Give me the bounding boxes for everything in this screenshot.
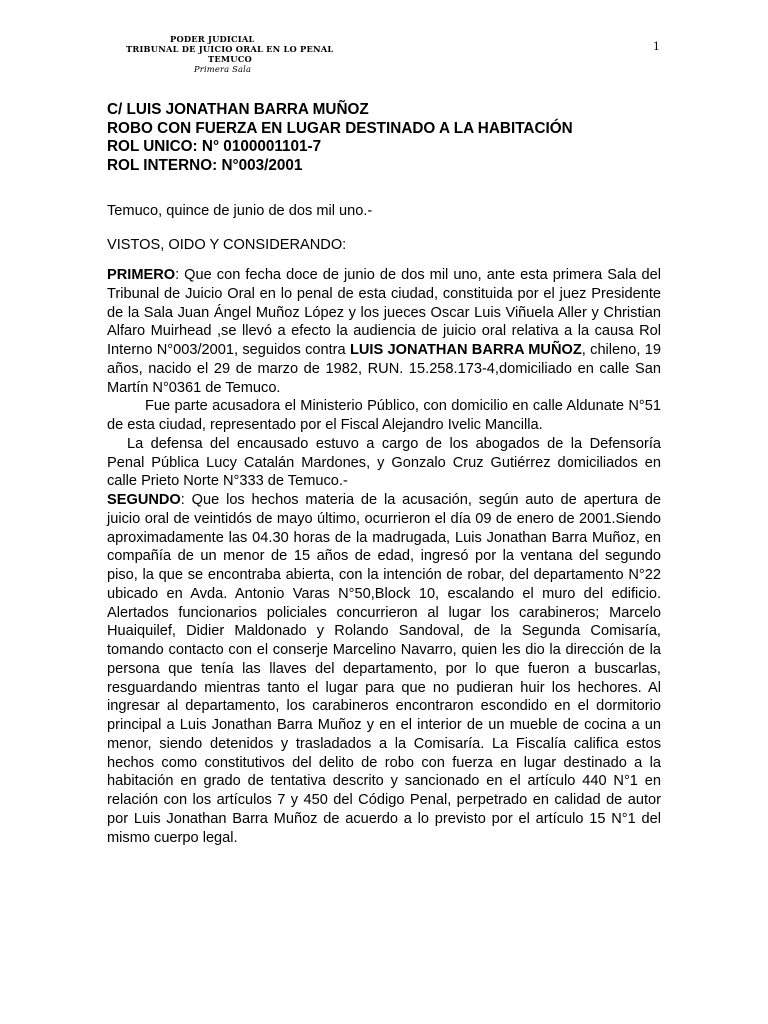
paragraph-primero xyxy=(107,266,661,397)
document-body xyxy=(107,266,661,847)
case-heading xyxy=(107,101,573,175)
letterhead-chamber: Primera Sala xyxy=(194,64,252,74)
case-defendant: C/ LUIS JONATHAN BARRA MUÑOZ xyxy=(107,101,369,118)
paragraph-defensa: La defensa del encausado estuvo a cargo de los abogados de la Defensoría Penal Pública Lucy Catalán Mardones, y Gonzalo Cruz Gutiérrez domiciliados en calle Prieto Norte N°333 de Temuco.- xyxy=(107,435,661,490)
defendant-name: LUIS JONATHAN BARRA MUÑOZ xyxy=(349,342,582,358)
case-rol-interno: ROL INTERNO: N°003/2001 xyxy=(107,156,303,174)
page-number: 1 xyxy=(653,38,660,53)
paragraph-acusadora: Fue parte acusadora el Ministerio Público, con domicilio en calle Aldunate N°51 de esta ciudad, representado por el Fiscal Alejandro Ivelic Mancilla. xyxy=(107,398,661,433)
primero-text-a: : Que con fecha doce de junio de dos mil uno, ante esta primera Sala del Tribunal de Juicio Oral en lo penal de esta ciudad, constituida por el juez Presidente de la Sala Juan Ángel Muñoz López y los jueces Oscar Luis Viñuela Aller y Christian Alfaro Muirhead ,se llevó a efecto la audiencia de juicio oral relativa a la causa Rol Interno N°003/2001, seguidos contra xyxy=(107,267,661,358)
vistos-line: VISTOS, OIDO Y CONSIDERANDO: xyxy=(107,237,347,253)
case-rol-unico: ROL UNICO: N° 0100001101-7 xyxy=(107,138,322,156)
letterhead-institution: PODER JUDICIAL xyxy=(170,34,255,44)
segundo-text: : Que los hechos materia de la acusación, según auto de apertura de juicio oral de veintidós de mayo último, ocurrieron el día 09 de enero de 2001.Siendo aproximadamente las 04.30 horas de la madrugada, Luis Jonathan Barra Muñoz, en compañía de un menor de 15 años de edad, ingresó por la ventana del segundo piso, la que se encontraba abierta, con la intención de robar, del departamento N°22 ubicado en Avda. Antonio Varas N°50,Block 10, escalando el muro del edificio. Alertados funcionarios policiales concurrieron al lugar los carabineros; Marcelo Huaiquilef, Didier Maldonado y Rolando Sandoval, de la Segunda Comisaría, tomando contacto con el conserje Marcelino Navarro, quien les dio la dirección de la persona que tenía las llaves del departamento, por lo que fueron a buscarlas, resguardando mientras tanto el lugar para que no pudieran huir los hechores. Al ingresar al departamento, los carabineros encontraron escondido en el dormitorio principal a Luis Jonathan Barra Muñoz y en el interior de un mueble de cocina a un menor, siendo detenidos y trasladados a la Comisaría. La Fiscalía califica estos hechos como constitutivos del delito de robo con fuerza en lugar destinado a la habitación en grado de tentativa descrito y sancionado en el artículo 440 N°1 en relación con los artículos 7 y 450 del Código Penal, perpetrado en calidad de autor por Luis Jonathan Barra Muñoz de acuerdo a lo previsto por el artículo 15 N°1 del mismo cuerpo legal. xyxy=(107,492,661,846)
letterhead xyxy=(118,34,368,74)
letterhead-tribunal: TRIBUNAL DE JUICIO ORAL EN LO PENAL xyxy=(126,44,334,54)
segundo-label: SEGUNDO xyxy=(107,492,181,508)
case-offense: ROBO CON FUERZA EN LUGAR DESTINADO A LA HABITACIÓN xyxy=(107,119,573,137)
paragraph-segundo xyxy=(107,491,661,847)
primero-label: PRIMERO xyxy=(107,267,176,283)
date-line: Temuco, quince de junio de dos mil uno.- xyxy=(107,203,373,219)
primero-text-b: , chileno, 19 años, nacido el 29 de marzo de 1982, RUN. 15.258.173-4,domiciliado en calle San Martín N°0361 de Temuco. xyxy=(107,342,661,396)
letterhead-city: TEMUCO xyxy=(208,54,252,64)
